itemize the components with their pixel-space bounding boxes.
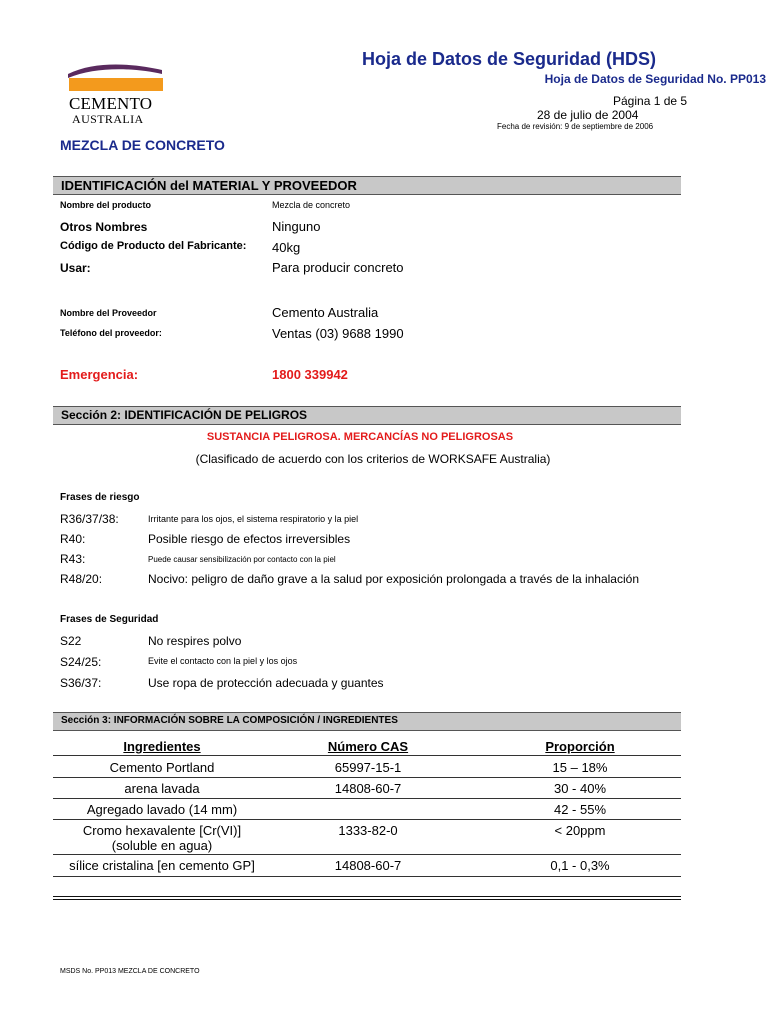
use-value: Para producir concreto — [272, 260, 404, 275]
cell-cas: 14808-60-7 — [334, 781, 402, 796]
column-header-proportion: Proporción — [545, 739, 615, 754]
section-1-bar — [53, 176, 681, 195]
issue-date: 28 de julio de 2004 — [537, 108, 639, 122]
cell-ingredient: Cromo hexavalente [Cr(VI)] — [82, 823, 242, 838]
safety-text: No respires polvo — [148, 634, 242, 648]
emergency-label: Emergencia: — [60, 367, 139, 382]
safety-text: Use ropa de protección adecuada y guantes — [148, 676, 384, 690]
page-number: Página 1 de 5 — [613, 94, 688, 108]
other-names-value: Ninguno — [272, 219, 321, 234]
risk-code: R40: — [60, 532, 86, 546]
cell-cas: 1333-82-0 — [338, 823, 398, 838]
risk-text: Puede causar sensibilización por contacto con la piel — [148, 555, 336, 564]
table-row-rule — [53, 777, 681, 778]
footer-text: MSDS No. PP013 MEZCLA DE CONCRETO — [60, 968, 200, 975]
cell-ingredient: Agregado lavado (14 mm) — [86, 802, 238, 817]
section-3-bar — [53, 712, 681, 731]
product-heading: MEZCLA DE CONCRETO — [60, 137, 225, 153]
section-2-title: Sección 2: IDENTIFICACIÓN DE PELIGROS — [61, 408, 308, 422]
risk-phrases-heading: Frases de riesgo — [60, 492, 140, 503]
cell-cas: 65997-15-1 — [334, 760, 402, 775]
safety-text: Evite el contacto con la piel y los ojos — [148, 656, 298, 666]
risk-code: R36/37/38: — [60, 512, 119, 526]
use-label: Usar: — [60, 261, 91, 275]
cell-proportion: 0,1 - 0,3% — [550, 858, 610, 873]
bottom-rule — [53, 899, 681, 900]
other-names-label: Otros Nombres — [60, 220, 148, 234]
logo-subname: AUSTRALIA — [72, 112, 144, 126]
table-row-rule — [53, 819, 681, 820]
risk-text: Irritante para los ojos, el sistema respiratorio y la piel — [148, 514, 359, 524]
cell-proportion: 30 - 40% — [553, 781, 607, 796]
column-header-ingredients: Ingredientes — [123, 739, 201, 754]
table-row-rule — [53, 798, 681, 799]
safety-code: S36/37: — [60, 676, 102, 690]
cell-proportion: 15 – 18% — [552, 760, 608, 775]
section-2-bar — [53, 406, 681, 425]
product-name-value: Mezcla de concreto — [272, 200, 351, 210]
supplier-name-label: Nombre del Proveedor — [60, 308, 157, 318]
document-subtitle: Hoja de Datos de Seguridad No. PP013 — [544, 72, 766, 86]
cell-proportion: 42 - 55% — [553, 802, 607, 817]
revision-date: Fecha de revisión: 9 de septiembre de 2006 — [497, 122, 654, 131]
safety-phrases-heading: Frases de Seguridad — [60, 614, 159, 625]
risk-code: R43: — [60, 552, 86, 566]
document-title: Hoja de Datos de Seguridad (HDS) — [362, 49, 657, 69]
manufacturer-code-value: 40kg — [272, 240, 301, 255]
section-1-title: IDENTIFICACIÓN del MATERIAL Y PROVEEDOR — [61, 178, 357, 193]
cell-proportion: < 20ppm — [554, 823, 606, 838]
bottom-rule — [53, 896, 681, 897]
product-name-label: Nombre del producto — [60, 200, 152, 210]
section-3-title: Sección 3: INFORMACIÓN SOBRE LA COMPOSICIÓN / INGREDIENTES — [61, 715, 398, 726]
risk-code: R48/20: — [60, 572, 103, 586]
cell-cas: 14808-60-7 — [334, 858, 402, 873]
safety-code: S22 — [60, 634, 82, 648]
cell-ingredient: Cemento Portland — [109, 760, 215, 775]
logo-name: CEMENTO — [69, 94, 153, 113]
emergency-phone: 1800 339942 — [272, 367, 348, 382]
risk-text: Posible riesgo de efectos irreversibles — [148, 532, 351, 546]
cell-ingredient-note: (soluble en agua) — [111, 838, 213, 853]
risk-text: Nocivo: peligro de daño grave a la salud por exposición prolongada a través de la inhalación — [148, 572, 639, 586]
table-row-rule — [53, 876, 681, 877]
supplier-name-value: Cemento Australia — [272, 305, 379, 320]
manufacturer-code-label: Código de Producto del Fabricante: — [60, 240, 247, 252]
table-header-rule — [53, 755, 681, 756]
table-row-rule — [53, 854, 681, 855]
cell-ingredient: sílice cristalina [en cemento GP] — [69, 858, 255, 873]
hazard-statement: SUSTANCIA PELIGROSA. MERCANCÍAS NO PELIGROSAS — [206, 431, 514, 443]
cell-ingredient: arena lavada — [124, 781, 200, 796]
classification-note: (Clasificado de acuerdo con los criterios de WORKSAFE Australia) — [195, 452, 551, 466]
safety-code: S24/25: — [60, 655, 102, 669]
supplier-phone-label: Teléfono del proveedor: — [60, 328, 162, 338]
supplier-phone-value: Ventas (03) 9688 1990 — [272, 326, 404, 341]
column-header-cas: Número CAS — [327, 739, 409, 754]
